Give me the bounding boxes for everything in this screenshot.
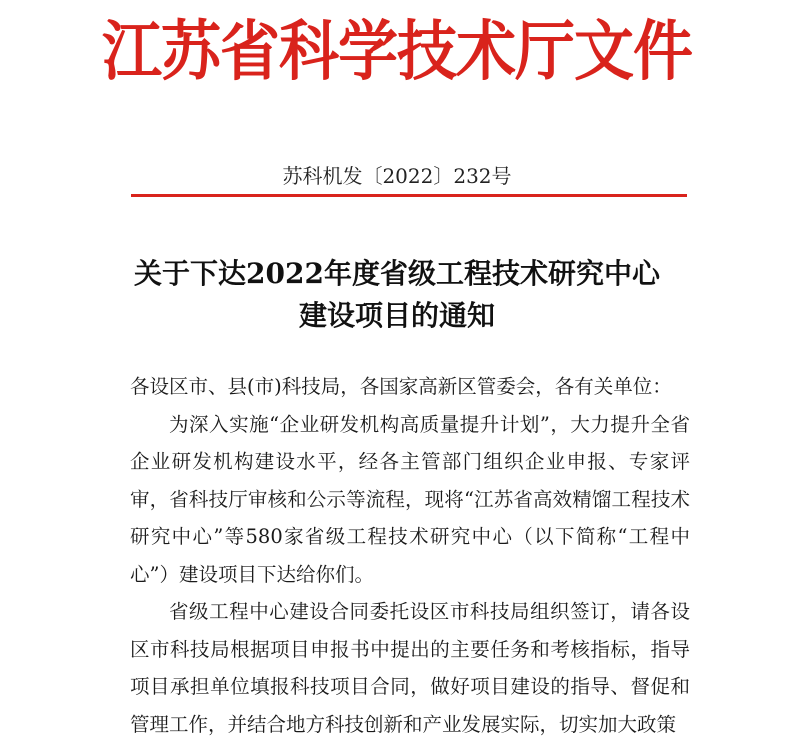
notice-title xyxy=(0,253,794,337)
notice-body xyxy=(130,368,690,743)
body-paragraph-1: 为深入实施“企业研发机构高质量提升计划”，大力提升全省企业研发机构建设水平，经各主管部门组织企业申报、专家评审，省科技厅审核和公示等流程，现将“江苏省高效精馏工程技术研究中心”等580家省级工程技术研究中心（以下简称“工程中心”）建设项目下达给你们。 xyxy=(130,412,690,586)
notice-title-line-2: 建设项目的通知 xyxy=(298,299,495,332)
red-separator-line xyxy=(131,194,687,197)
notice-title-line-1: 关于下达2022年度省级工程技术研究中心 xyxy=(134,257,660,290)
document-number: 苏科机发〔2022〕232号 xyxy=(282,164,512,188)
body-paragraph-2: 省级工程中心建设合同委托设区市科技局组织签订，请各设区市科技局根据项目申报书中提出的主要任务和考核指标，指导项目承担单位填报科技项目合同，做好项目建设的指导、督促和管理工作，并结合地方科技创新和产业发展实际，切实加大政策 xyxy=(130,600,690,736)
addressee-line: 各设区市、县(市)科技局，各国家高新区管委会，各有关单位： xyxy=(130,375,672,398)
issuer-header-title: 江苏省科学技术厅文件 xyxy=(102,14,692,90)
